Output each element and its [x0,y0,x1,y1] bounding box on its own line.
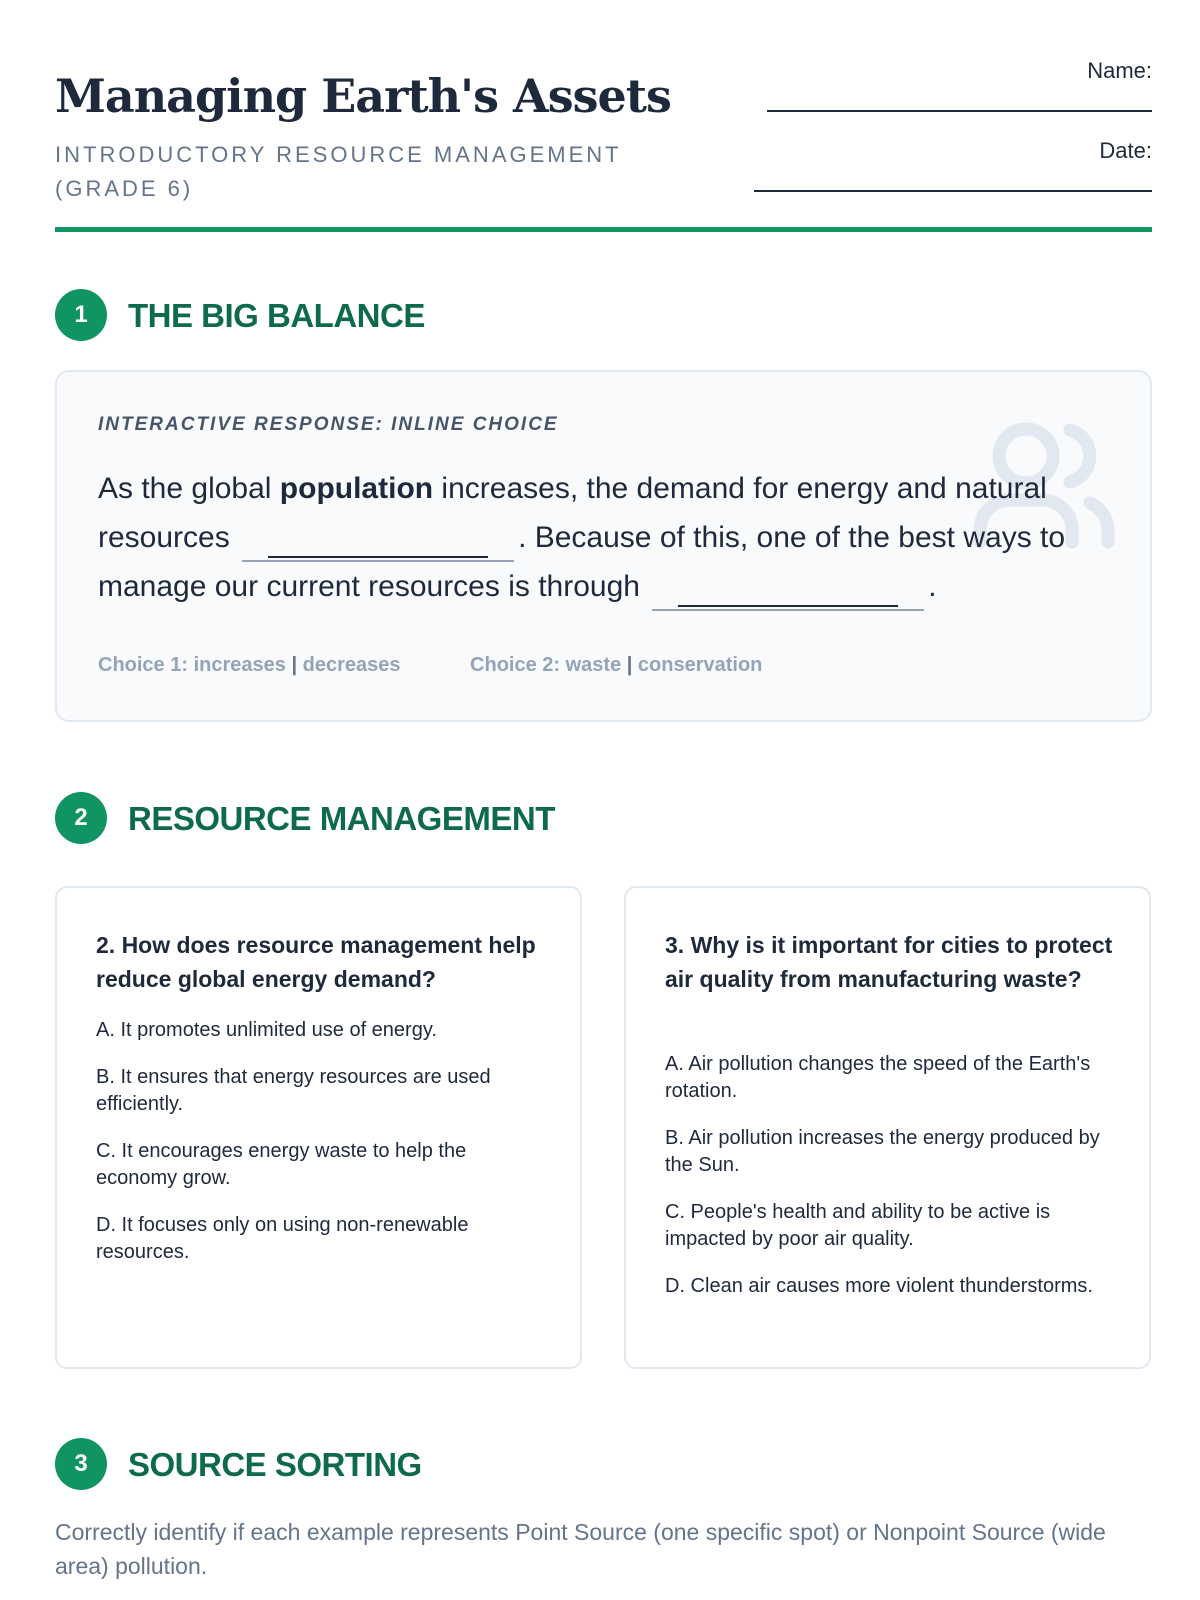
date-line[interactable] [754,190,1152,192]
answer-options [96,1017,546,1286]
answer-option-b[interactable]: B. It ensures that energy resources are used efficiently. [96,1066,491,1115]
inline-choice-card [55,370,1152,722]
name-field[interactable] [1087,58,1152,84]
worksheet-subtitle: INTRODUCTORY RESOURCE MANAGEMENT (GRADE 6) [55,142,622,201]
answer-option-a[interactable]: A. It promotes unlimited use of energy. [96,1019,437,1041]
choice-2-blank[interactable] [652,573,924,611]
section-3-heading [55,1438,955,1494]
question-title: 2. How does resource management help reduce global energy demand? [96,932,536,992]
name-line[interactable] [767,110,1152,112]
name-label: Name: [1087,58,1152,83]
question-card-2 [55,886,582,1369]
answer-option-c[interactable]: C. It encourages energy waste to help the economy grow. [96,1140,467,1189]
section-2-heading [55,792,955,848]
choice-options [98,654,762,677]
date-label: Date: [1099,138,1152,163]
section-1-heading [55,289,955,345]
header-divider [55,227,1152,232]
answer-option-a[interactable]: A. Air pollution changes the speed of the Earth's rotation. [665,1053,1091,1102]
date-field[interactable] [1099,138,1152,164]
choice-1-options: Choice 1: increases | decreases [98,654,401,676]
answer-options [665,1051,1115,1320]
answer-option-b[interactable]: B. Air pollution increases the energy produced by the Sun. [665,1127,1100,1176]
answer-option-d[interactable]: D. It focuses only on using non-renewable resources. [96,1214,469,1263]
section-number-badge: 1 [55,289,107,341]
section-number-badge: 3 [55,1438,107,1490]
choice-1-blank[interactable] [242,524,514,562]
section-number-badge: 2 [55,792,107,844]
question-card-3 [624,886,1151,1369]
section-title: THE BIG BALANCE [128,297,425,334]
card-label: INTERACTIVE RESPONSE: INLINE CHOICE [98,414,559,435]
choice-2-options: Choice 2: waste | conservation [470,654,763,676]
worksheet-title: Managing Earth's Assets [55,69,671,123]
question-title: 3. Why is it important for cities to protect air quality from manufacturing waste? [665,932,1113,992]
section-title: RESOURCE MANAGEMENT [128,800,555,837]
worksheet-header [55,55,1152,235]
source-sorting-instructions: Correctly identify if each example represents Point Source (one specific spot) or Nonpoint Source (wide area) pollution. [55,1519,1106,1579]
section-title: SOURCE SORTING [128,1446,422,1483]
answer-option-c[interactable]: C. People's health and ability to be active is impacted by poor air quality. [665,1201,1051,1250]
inline-choice-sentence: As the global population increases, the demand for energy and natural resources . Because of this, one of the best ways to manage our current resources is through . [98,464,1108,611]
keyword-population: population [279,472,434,505]
answer-option-d[interactable]: D. Clean air causes more violent thunderstorms. [665,1275,1093,1297]
